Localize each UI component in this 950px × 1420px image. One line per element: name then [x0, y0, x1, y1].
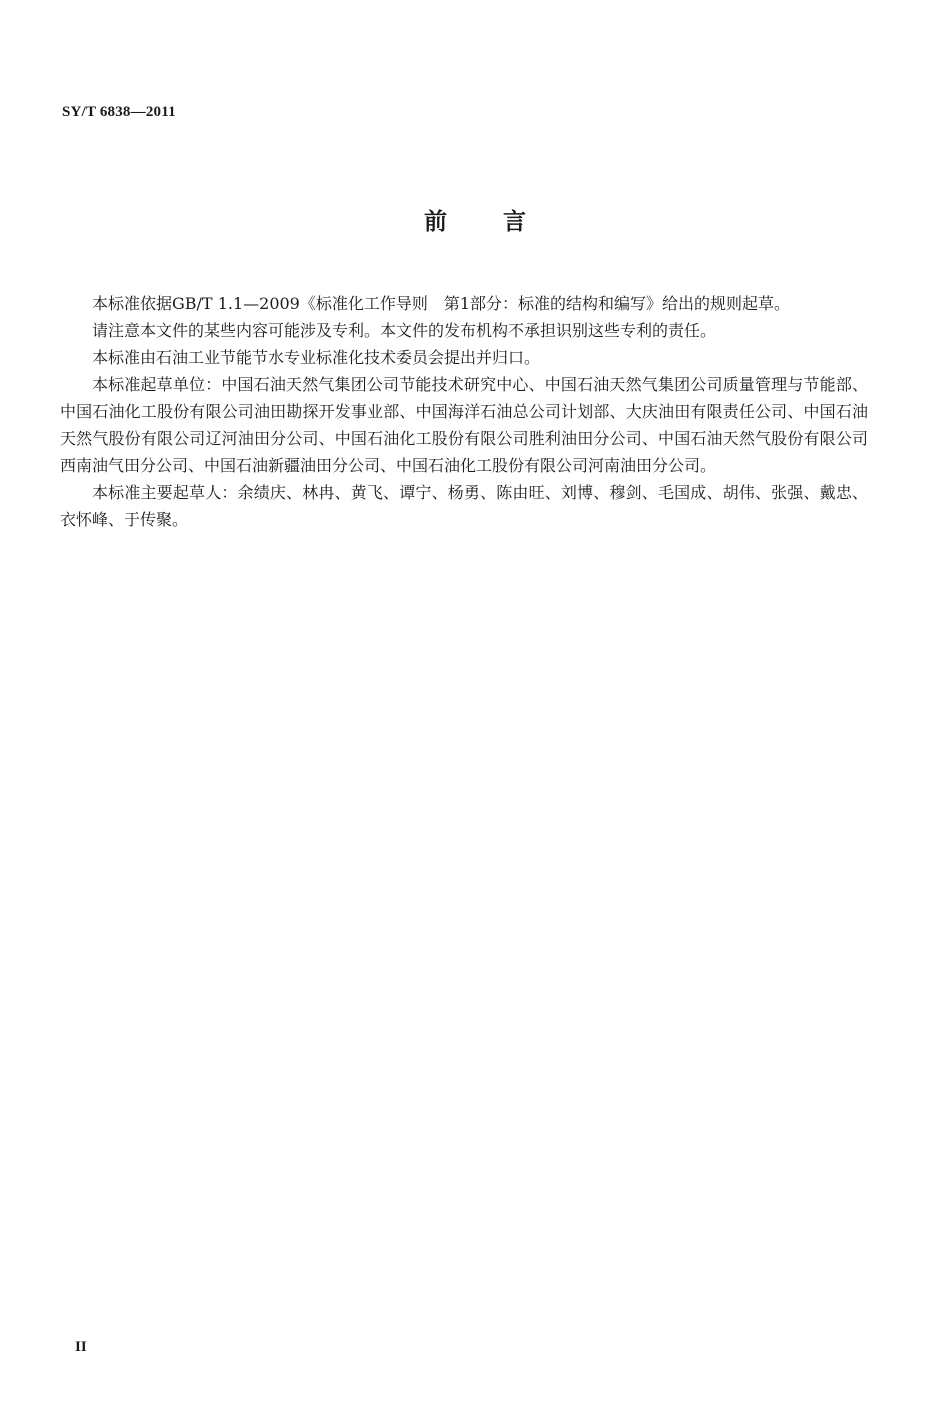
page-number: II	[75, 1339, 87, 1355]
paragraph-drafters: 本标准主要起草人：余绩庆、林冉、黄飞、谭宁、杨勇、陈由旺、刘博、穆剑、毛国成、胡伟、张强、戴忠、衣怀峰、于传聚。	[60, 483, 868, 529]
paragraph-drafting-units: 本标准起草单位：中国石油天然气集团公司节能技术研究中心、中国石油天然气集团公司质量管理与节能部、中国石油化工股份有限公司油田勘探开发事业部、中国海洋石油总公司计划部、大庆油田有限责任公司、中国石油天然气股份有限公司辽河油田分公司、中国石油化工股份有限公司胜利油田分公司、中国石油天然气股份有限公司西南油气田分公司、中国石油新疆油田分公司、中国石油化工股份有限公司河南油田分公司。	[60, 375, 868, 475]
paragraph-proposer: 本标准由石油工业节能节水专业标准化技术委员会提出并归口。	[92, 348, 541, 367]
foreword-body	[60, 290, 868, 533]
standard-code: SY/T 6838—2011	[62, 104, 176, 120]
foreword-title: 前言	[424, 209, 582, 235]
paragraph-drafting-rules: 本标准依据GB/T 1.1—2009《标准化工作导则 第1部分：标准的结构和编写》给出的规则起草。	[92, 294, 791, 313]
paragraph-patent-notice: 请注意本文件的某些内容可能涉及专利。本文件的发布机构不承担识别这些专利的责任。	[92, 321, 717, 340]
